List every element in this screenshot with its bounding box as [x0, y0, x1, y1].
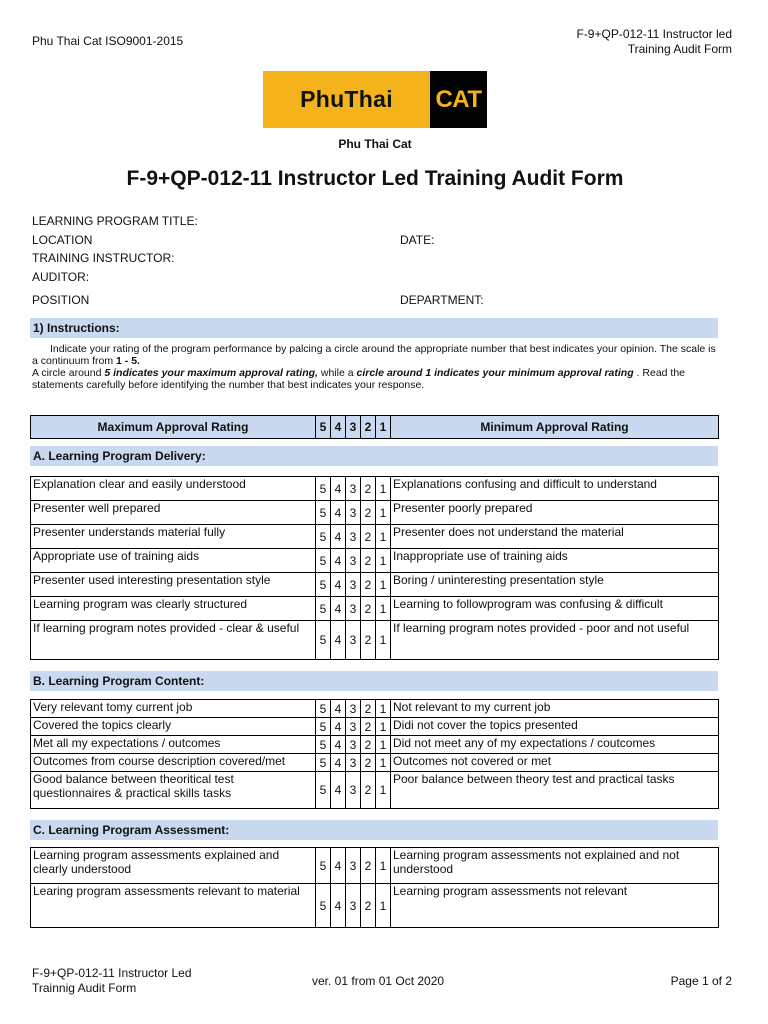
- row-positive-statement: Learning program was clearly structured: [31, 597, 316, 621]
- instructions-para-2: [32, 367, 722, 391]
- rating-row: [31, 621, 719, 660]
- rating-option-2[interactable]: 2: [361, 772, 376, 809]
- row-positive-statement: Learning program assessments explained and clearly understood: [31, 848, 316, 884]
- row-positive-statement: Presenter used interesting presentation style: [31, 573, 316, 597]
- rating-option-5[interactable]: 5: [316, 754, 331, 772]
- row-negative-statement: Did not meet any of my expectations / coutcomes: [391, 736, 719, 754]
- rating-option-4[interactable]: 4: [331, 884, 346, 928]
- scale-2: 2: [361, 416, 376, 439]
- rating-option-1[interactable]: 1: [376, 525, 391, 549]
- rating-option-2[interactable]: 2: [361, 848, 376, 884]
- rating-option-3[interactable]: 3: [346, 848, 361, 884]
- rating-option-1[interactable]: 1: [376, 736, 391, 754]
- rating-option-4[interactable]: 4: [331, 549, 346, 573]
- company-logo: [263, 71, 487, 128]
- field-program-title: LEARNING PROGRAM TITLE:: [32, 214, 198, 228]
- header-right: [576, 27, 732, 57]
- rating-option-2[interactable]: 2: [361, 477, 376, 501]
- rating-option-4[interactable]: 4: [331, 573, 346, 597]
- rating-option-3[interactable]: 3: [346, 700, 361, 718]
- rating-option-4[interactable]: 4: [331, 736, 346, 754]
- instr-p1b: 1 - 5.: [116, 355, 140, 367]
- row-positive-statement: If learning program notes provided - clear & useful: [31, 621, 316, 660]
- row-positive-statement: Explanation clear and easily understood: [31, 477, 316, 501]
- rating-option-1[interactable]: 1: [376, 772, 391, 809]
- rating-option-1[interactable]: 1: [376, 477, 391, 501]
- row-positive-statement: Good balance between theoritical test questionnaires & practical skills tasks: [31, 772, 316, 809]
- row-positive-statement: Learing program assessments relevant to material: [31, 884, 316, 928]
- row-negative-statement: Didi not cover the topics presented: [391, 718, 719, 736]
- rating-row: [31, 718, 719, 736]
- instr-p1a: Indicate your rating of the program performance by palcing a circle around the appropriate number that best indicates your opinion. The scale is a continuum from: [32, 343, 716, 367]
- row-positive-statement: Outcomes from course description covered/met: [31, 754, 316, 772]
- rating-option-2[interactable]: 2: [361, 525, 376, 549]
- footer-version: ver. 01 from 01 Oct 2020: [312, 974, 445, 988]
- scale-4: 4: [331, 416, 346, 439]
- rating-option-3[interactable]: 3: [346, 477, 361, 501]
- rating-option-5[interactable]: 5: [316, 549, 331, 573]
- rating-option-3[interactable]: 3: [346, 597, 361, 621]
- rating-option-3[interactable]: 3: [346, 772, 361, 809]
- scale-1: 1: [376, 416, 391, 439]
- rating-row: [31, 700, 719, 718]
- rating-option-2[interactable]: 2: [361, 597, 376, 621]
- rating-row: [31, 477, 719, 501]
- footer-left-line2: Trainnig Audit Form: [32, 981, 137, 995]
- row-positive-statement: Met all my expectations / outcomes: [31, 736, 316, 754]
- instr-p2d: circle around 1 indicates your minimum approval rating: [356, 367, 634, 379]
- rating-row: [31, 772, 719, 809]
- rating-option-2[interactable]: 2: [361, 501, 376, 525]
- rating-option-4[interactable]: 4: [331, 848, 346, 884]
- rating-option-1[interactable]: 1: [376, 573, 391, 597]
- footer-left: [32, 966, 192, 996]
- section-c-table: [30, 847, 719, 928]
- rating-option-2[interactable]: 2: [361, 736, 376, 754]
- row-negative-statement: Learning program assessments not explained and not understood: [391, 848, 719, 884]
- scale-header-row: [31, 416, 719, 439]
- rating-row: [31, 501, 719, 525]
- section-a-heading: A. Learning Program Delivery:: [30, 446, 718, 466]
- rating-row: [31, 597, 719, 621]
- row-negative-statement: Boring / uninteresting presentation style: [391, 573, 719, 597]
- rating-option-3[interactable]: 3: [346, 549, 361, 573]
- rating-option-3[interactable]: 3: [346, 525, 361, 549]
- rating-option-1[interactable]: 1: [376, 597, 391, 621]
- page-title: F-9+QP-012-11 Instructor Led Training Audit Form: [126, 167, 624, 190]
- field-auditor: AUDITOR:: [32, 270, 90, 284]
- rating-option-4[interactable]: 4: [331, 772, 346, 809]
- rating-option-5[interactable]: 5: [316, 621, 331, 660]
- max-approval-label: Maximum Approval Rating: [31, 416, 316, 439]
- rating-option-4[interactable]: 4: [331, 477, 346, 501]
- scale-5: 5: [316, 416, 331, 439]
- field-department: DEPARTMENT:: [400, 293, 484, 307]
- rating-option-2[interactable]: 2: [361, 754, 376, 772]
- instructions-text: [32, 343, 722, 391]
- row-positive-statement: Presenter well prepared: [31, 501, 316, 525]
- rating-option-5[interactable]: 5: [316, 772, 331, 809]
- rating-option-3[interactable]: 3: [346, 736, 361, 754]
- rating-option-5[interactable]: 5: [316, 718, 331, 736]
- instr-p2e: . Read the statements carefully before identifying the number that best indicates your response.: [32, 367, 686, 391]
- rating-option-5[interactable]: 5: [316, 848, 331, 884]
- rating-option-1[interactable]: 1: [376, 848, 391, 884]
- row-negative-statement: Explanations confusing and difficult to understand: [391, 477, 719, 501]
- instructions-heading: 1) Instructions:: [30, 318, 718, 338]
- logo-cat-block: [430, 71, 487, 128]
- row-negative-statement: Learning program assessments not relevant: [391, 884, 719, 928]
- rating-option-2[interactable]: 2: [361, 573, 376, 597]
- row-negative-statement: If learning program notes provided - poor and not useful: [391, 621, 719, 660]
- rating-option-5[interactable]: 5: [316, 525, 331, 549]
- field-position: POSITION: [32, 293, 90, 307]
- instructions-para-1: [32, 343, 722, 367]
- rating-option-4[interactable]: 4: [331, 700, 346, 718]
- rating-row: [31, 884, 719, 928]
- rating-option-5[interactable]: 5: [316, 501, 331, 525]
- rating-option-5[interactable]: 5: [316, 700, 331, 718]
- rating-option-3[interactable]: 3: [346, 621, 361, 660]
- rating-option-1[interactable]: 1: [376, 718, 391, 736]
- header-right-line2: Training Audit Form: [627, 42, 732, 56]
- rating-row: [31, 754, 719, 772]
- section-a-table: [30, 476, 719, 660]
- rating-row: [31, 848, 719, 884]
- rating-option-2[interactable]: 2: [361, 700, 376, 718]
- rating-option-3[interactable]: 3: [346, 754, 361, 772]
- scale-header-table: [30, 415, 719, 439]
- row-negative-statement: Not relevant to my current job: [391, 700, 719, 718]
- row-positive-statement: Appropriate use of training aids: [31, 549, 316, 573]
- row-negative-statement: Outcomes not covered or met: [391, 754, 719, 772]
- logo-phuthai-text: PhuThai: [263, 71, 430, 128]
- footer-left-line1: F-9+QP-012-11 Instructor Led: [32, 966, 192, 980]
- rating-option-3[interactable]: 3: [346, 573, 361, 597]
- rating-option-5[interactable]: 5: [316, 884, 331, 928]
- row-positive-statement: Covered the topics clearly: [31, 718, 316, 736]
- rating-option-1[interactable]: 1: [376, 621, 391, 660]
- rating-option-4[interactable]: 4: [331, 501, 346, 525]
- rating-option-3[interactable]: 3: [346, 718, 361, 736]
- footer-page-number: Page 1 of 2: [670, 974, 732, 988]
- rating-option-2[interactable]: 2: [361, 718, 376, 736]
- section-b-table: [30, 699, 719, 809]
- header-right-line1: F-9+QP-012-11 Instructor led: [576, 27, 732, 41]
- rating-option-5[interactable]: 5: [316, 736, 331, 754]
- rating-option-4[interactable]: 4: [331, 621, 346, 660]
- rating-option-5[interactable]: 5: [316, 573, 331, 597]
- rating-row: [31, 525, 719, 549]
- instr-p2b: 5 indicates your maximum approval rating,: [104, 367, 318, 379]
- rating-option-5[interactable]: 5: [316, 597, 331, 621]
- rating-option-1[interactable]: 1: [376, 549, 391, 573]
- rating-option-4[interactable]: 4: [331, 754, 346, 772]
- instr-p2a: A circle around: [32, 367, 105, 379]
- instr-p2c: while a: [317, 367, 357, 379]
- rating-option-1[interactable]: 1: [376, 884, 391, 928]
- rating-option-4[interactable]: 4: [331, 718, 346, 736]
- scale-3: 3: [346, 416, 361, 439]
- section-c-heading: C. Learning Program Assessment:: [30, 820, 718, 840]
- logo-cat-text: CAT: [435, 85, 482, 113]
- row-negative-statement: Poor balance between theory test and practical tasks: [391, 772, 719, 809]
- rating-option-2[interactable]: 2: [361, 549, 376, 573]
- row-positive-statement: Presenter understands material fully: [31, 525, 316, 549]
- field-instructor: TRAINING INSTRUCTOR:: [32, 251, 175, 265]
- rating-option-4[interactable]: 4: [331, 525, 346, 549]
- row-negative-statement: Inappropriate use of training aids: [391, 549, 719, 573]
- rating-option-1[interactable]: 1: [376, 700, 391, 718]
- rating-row: [31, 736, 719, 754]
- rating-option-1[interactable]: 1: [376, 501, 391, 525]
- rating-option-1[interactable]: 1: [376, 754, 391, 772]
- rating-row: [31, 573, 719, 597]
- field-location: LOCATION: [32, 233, 93, 247]
- header-left: Phu Thai Cat ISO9001-2015: [32, 34, 184, 48]
- row-negative-statement: Presenter poorly prepared: [391, 501, 719, 525]
- rating-option-3[interactable]: 3: [346, 501, 361, 525]
- row-negative-statement: Learning to followprogram was confusing & difficult: [391, 597, 719, 621]
- rating-option-2[interactable]: 2: [361, 884, 376, 928]
- rating-option-5[interactable]: 5: [316, 477, 331, 501]
- rating-option-4[interactable]: 4: [331, 597, 346, 621]
- row-negative-statement: Presenter does not understand the material: [391, 525, 719, 549]
- field-date: DATE:: [400, 233, 435, 247]
- row-positive-statement: Very relevant tomy current job: [31, 700, 316, 718]
- company-name: Phu Thai Cat: [338, 137, 412, 151]
- rating-option-2[interactable]: 2: [361, 621, 376, 660]
- min-approval-label: Minimum Approval Rating: [391, 416, 719, 439]
- section-b-heading: B. Learning Program Content:: [30, 671, 718, 691]
- rating-option-3[interactable]: 3: [346, 884, 361, 928]
- rating-row: [31, 549, 719, 573]
